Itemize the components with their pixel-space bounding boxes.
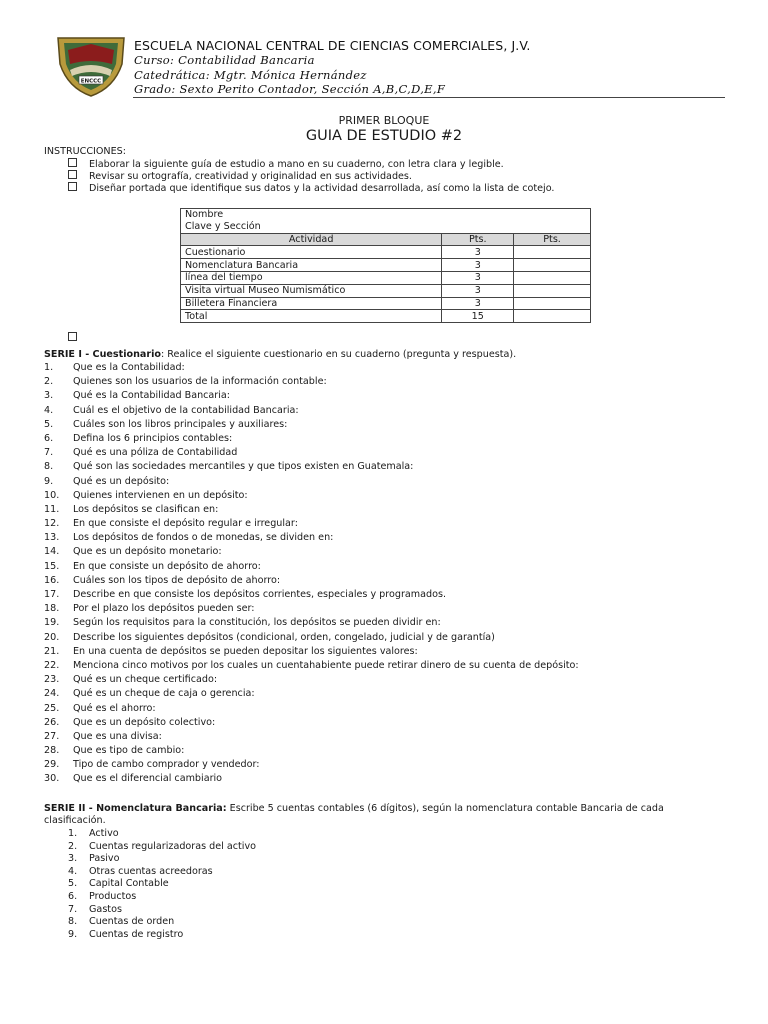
list-item xyxy=(44,758,579,772)
question-text: Menciona cinco motivos por los cuales un cuentahabiente puede retirar dinero de su cuenta de depósito: xyxy=(73,659,579,671)
list-item xyxy=(44,560,579,574)
list-number: 1. xyxy=(68,828,78,839)
list-item xyxy=(44,432,579,446)
list-number: 22. xyxy=(44,659,60,671)
empty-checkbox-icon xyxy=(68,326,89,345)
list-number: 2. xyxy=(68,840,78,852)
list-number: 13. xyxy=(44,532,60,544)
question-text: Describe en que consiste los depósitos corrientes, especiales y programados. xyxy=(73,589,447,600)
list-number: 14. xyxy=(44,546,60,558)
list-number: 26. xyxy=(44,716,60,728)
list-number: 27. xyxy=(44,730,60,742)
list-item xyxy=(68,878,256,891)
question-text: Qué es un cheque certificado: xyxy=(73,674,218,686)
list-number: 5. xyxy=(44,418,54,430)
rubric-table xyxy=(180,208,591,323)
classification-text: Gastos xyxy=(89,903,122,915)
question-text: Cuál es el objetivo de la contabilidad Bancaria: xyxy=(73,404,299,416)
question-text: Tipo de cambo comprador y vendedor: xyxy=(73,759,260,771)
question-text: Los depósitos se clasifican en: xyxy=(73,503,219,515)
list-number: 20. xyxy=(44,631,60,643)
list-item xyxy=(44,404,579,418)
rubric-col-activity: Actividad xyxy=(181,233,442,246)
teacher-line: Catedrática: Mgtr. Mónica Hernández xyxy=(134,68,367,82)
question-text: Por el plazo los depósitos pueden ser: xyxy=(73,603,255,615)
list-item xyxy=(44,716,579,730)
school-name: ESCUELA NACIONAL CENTRAL DE CIENCIAS COMERCIALES, J.V. xyxy=(134,38,531,53)
list-number: 4. xyxy=(44,404,54,416)
serie2-instruction: Escribe 5 cuentas contables (6 dígitos), según la nomenclatura contable Bancaria de cada clasificación. xyxy=(44,803,664,826)
serie1-title: SERIE I - Cuestionario xyxy=(44,349,162,360)
list-item xyxy=(44,730,579,744)
header-divider xyxy=(133,97,725,98)
question-text: Quienes son los usuarios de la información contable: xyxy=(73,376,327,388)
list-number: 7. xyxy=(44,447,54,459)
list-item xyxy=(44,673,579,687)
list-item xyxy=(68,841,256,854)
logo-text: ENCCC xyxy=(80,78,102,85)
list-number: 24. xyxy=(44,688,60,700)
question-text: Qué es un cheque de caja o gerencia: xyxy=(73,688,255,700)
serie1-heading xyxy=(44,349,516,361)
serie2-title: SERIE II - Nomenclatura Bancaria: xyxy=(44,803,227,814)
rubric-name-label: Nombre xyxy=(181,209,591,221)
classification-text: Activo xyxy=(89,828,119,839)
rubric-header-row xyxy=(181,233,591,246)
list-number: 21. xyxy=(44,645,60,657)
list-item xyxy=(44,702,579,716)
table-row: Total 15 xyxy=(181,310,591,323)
question-text: Que es la Contabilidad: xyxy=(73,362,185,373)
list-number: 30. xyxy=(44,773,60,785)
list-item xyxy=(68,916,256,929)
rubric-section-label: Clave y Sección xyxy=(181,221,591,233)
classification-text: Cuentas de orden xyxy=(89,916,175,928)
list-item xyxy=(44,588,579,602)
grade-line: Grado: Sexto Perito Contador, Sección A,B,C,D,E,F xyxy=(134,82,446,96)
list-number: 28. xyxy=(44,745,60,757)
table-row: Visita virtual Museo Numismático 3 xyxy=(181,284,591,297)
list-item xyxy=(44,545,579,559)
guide-title: GUIA DE ESTUDIO #2 xyxy=(305,128,463,144)
course-line: Curso: Contabilidad Bancaria xyxy=(134,53,315,67)
question-text: Que es tipo de cambio: xyxy=(73,745,185,757)
question-text: Qué son las sociedades mercantiles y que tipos existen en Guatemala: xyxy=(73,461,414,473)
list-number: 9. xyxy=(44,475,54,487)
list-number: 8. xyxy=(68,916,78,928)
list-number: 5. xyxy=(68,878,78,890)
serie2-heading xyxy=(44,803,684,827)
list-number: 12. xyxy=(44,518,60,530)
list-number: 15. xyxy=(44,560,60,572)
question-text: Cuáles son los libros principales y auxiliares: xyxy=(73,418,288,430)
list-number: 17. xyxy=(44,589,60,600)
instructions-title: INSTRUCCIONES: xyxy=(44,146,126,157)
classification-text: Pasivo xyxy=(89,853,120,865)
list-item xyxy=(68,828,256,841)
table-row: Billetera Financiera 3 xyxy=(181,297,591,310)
list-item xyxy=(44,631,579,645)
question-text: Qué es una póliza de Contabilidad xyxy=(73,447,238,459)
question-text: Qué es un depósito: xyxy=(73,475,170,487)
instruction-item: Diseñar portada que identifique sus datos y la actividad desarrollada, así como la lista de cotejo. xyxy=(68,182,554,194)
list-item xyxy=(44,460,579,474)
checkbox-icon xyxy=(68,158,77,167)
list-item xyxy=(44,616,579,630)
list-number: 25. xyxy=(44,702,60,714)
question-text: Qué es el ahorro: xyxy=(73,702,156,714)
list-number: 23. xyxy=(44,674,60,686)
nomenclature-list xyxy=(68,828,256,941)
list-item xyxy=(44,574,579,588)
list-number: 7. xyxy=(68,903,78,915)
list-number: 16. xyxy=(44,574,60,586)
checkbox-icon xyxy=(68,182,77,191)
classification-text: Cuentas regularizadoras del activo xyxy=(89,840,256,852)
list-number: 6. xyxy=(44,432,54,444)
table-row: Cuestionario 3 xyxy=(181,246,591,259)
question-text: Qué es la Contabilidad Bancaria: xyxy=(73,390,231,402)
table-row: Nomenclatura Bancaria 3 xyxy=(181,259,591,272)
list-item xyxy=(44,475,579,489)
question-text: Que es un depósito monetario: xyxy=(73,546,222,558)
list-item xyxy=(44,744,579,758)
instruction-item: Revisar su ortografía, creatividad y originalidad en sus actividades. xyxy=(68,170,554,182)
list-item xyxy=(44,772,579,786)
list-item xyxy=(44,531,579,545)
classification-text: Productos xyxy=(89,890,137,902)
list-number: 3. xyxy=(44,390,54,402)
question-text: Que es un depósito colectivo: xyxy=(73,716,216,728)
list-number: 29. xyxy=(44,759,60,771)
list-item xyxy=(44,645,579,659)
list-number: 10. xyxy=(44,489,60,501)
question-text: En una cuenta de depósitos se pueden depositar los siguientes valores: xyxy=(73,645,418,657)
list-number: 1. xyxy=(44,362,54,373)
list-number: 2. xyxy=(44,376,54,388)
list-item xyxy=(44,602,579,616)
checkbox-icon xyxy=(68,170,77,179)
list-item xyxy=(44,687,579,701)
serie1-instruction: : Realice el siguiente cuestionario en su cuaderno (pregunta y respuesta). xyxy=(161,349,517,360)
list-item xyxy=(44,489,579,503)
list-number: 4. xyxy=(68,865,78,877)
question-list xyxy=(44,361,579,787)
list-number: 18. xyxy=(44,603,60,615)
list-item xyxy=(44,517,579,531)
rubric-col-score: Pts. xyxy=(514,233,591,246)
list-item xyxy=(44,375,579,389)
list-number: 9. xyxy=(68,928,78,940)
list-item xyxy=(68,929,256,942)
rubric-col-points: Pts. xyxy=(442,233,514,246)
question-text: Describe los siguientes depósitos (condicional, orden, congelado, judicial y de garantía) xyxy=(73,631,495,643)
question-text: Defina los 6 principios contables: xyxy=(73,432,233,444)
classification-text: Otras cuentas acreedoras xyxy=(89,865,213,877)
classification-text: Capital Contable xyxy=(89,878,169,890)
list-number: 6. xyxy=(68,890,78,902)
list-item xyxy=(44,503,579,517)
classification-text: Cuentas de registro xyxy=(89,928,184,940)
question-text: Que es el diferencial cambiario xyxy=(73,773,223,785)
instruction-item: Elaborar la siguiente guía de estudio a mano en su cuaderno, con letra clara y legible. xyxy=(68,158,554,170)
block-title: PRIMER BLOQUE xyxy=(338,114,430,127)
question-text: Los depósitos de fondos o de monedas, se dividen en: xyxy=(73,532,334,544)
list-number: 19. xyxy=(44,617,60,629)
question-text: Quienes intervienen en un depósito: xyxy=(73,489,248,501)
list-item xyxy=(68,891,256,904)
list-item xyxy=(44,659,579,673)
list-item xyxy=(44,418,579,432)
question-text: Que es una divisa: xyxy=(73,730,162,742)
list-number: 11. xyxy=(44,503,60,515)
list-number: 8. xyxy=(44,461,54,473)
question-text: En que consiste un depósito de ahorro: xyxy=(73,560,261,572)
question-text: Cuáles son los tipos de depósito de ahorro: xyxy=(73,574,281,586)
table-row: línea del tiempo 3 xyxy=(181,271,591,284)
list-item xyxy=(44,389,579,403)
school-logo xyxy=(54,30,128,98)
instructions-list xyxy=(68,158,554,194)
question-text: En que consiste el depósito regular e irregular: xyxy=(73,518,298,530)
list-number: 3. xyxy=(68,853,78,865)
list-item xyxy=(68,866,256,879)
list-item xyxy=(68,853,256,866)
list-item xyxy=(44,446,579,460)
list-item xyxy=(44,361,579,375)
list-item xyxy=(68,904,256,917)
question-text: Según los requisitos para la constitución, los depósitos se pueden dividir en: xyxy=(73,617,441,629)
